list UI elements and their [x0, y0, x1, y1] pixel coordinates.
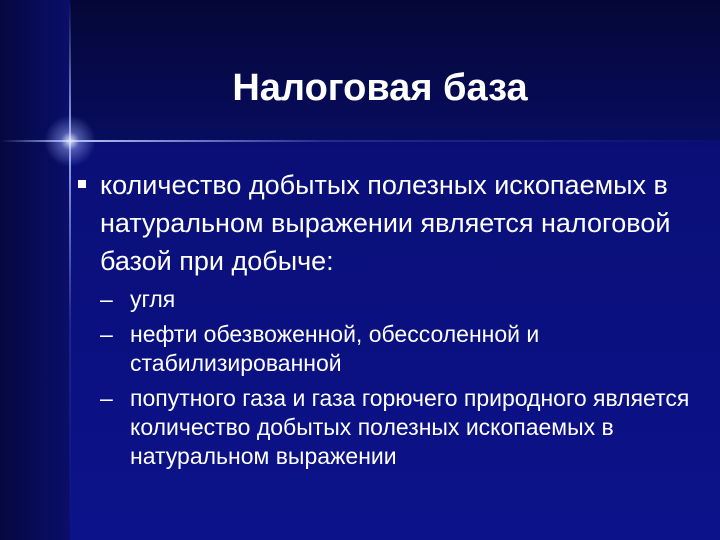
sub-list [100, 285, 710, 477]
square-bullet-icon [78, 180, 86, 188]
sub-item-text: попутного газа и газа горючего природного является количество добытых полезных ископаемых в натуральном выражении [130, 385, 690, 469]
slide-title: Налоговая база [232, 67, 528, 109]
sub-item-text: нефти обезвоженной, обессоленной и стабилизированной [130, 321, 540, 376]
left-band [0, 0, 70, 540]
sub-item-text: угля [130, 286, 176, 312]
dash-bullet-icon: – [100, 286, 113, 312]
light-flare-vertical [69, 0, 71, 540]
dash-bullet-icon: – [100, 321, 113, 347]
light-flare-horizontal [0, 140, 720, 142]
light-flare-glow [44, 115, 96, 167]
bullet-text: количество добытых полезных ископаемых в натуральном выражении является налоговой базой при добыче: [100, 170, 671, 276]
sub-item-gas [100, 384, 710, 471]
sub-item-coal [100, 285, 710, 314]
dash-bullet-icon: – [100, 385, 113, 411]
sub-item-oil [100, 320, 710, 378]
